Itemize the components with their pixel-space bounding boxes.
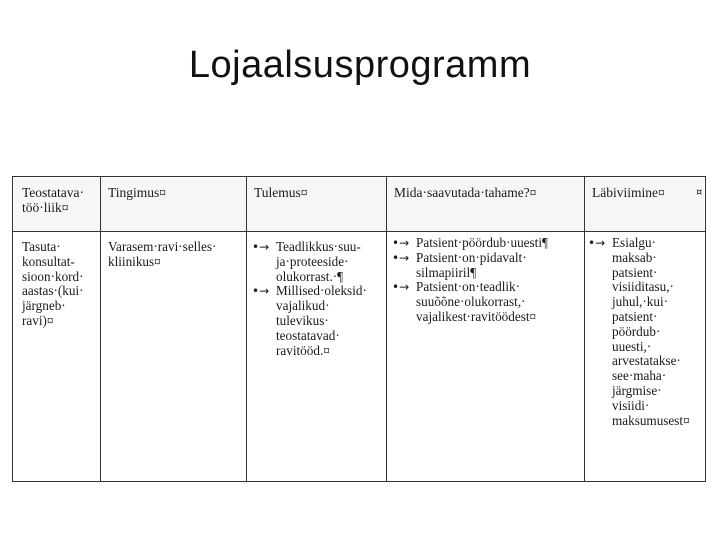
header-bottom-border [12, 231, 706, 232]
bullet-arrow-icon: •→ [252, 240, 270, 254]
col-divider-0 [12, 176, 13, 482]
col-divider-1 [100, 176, 101, 482]
col-divider-5 [705, 176, 706, 482]
body-cell-result [252, 240, 367, 358]
header-cell-work-type: Teostatava· töö·liik¤ [22, 185, 85, 215]
row-end-mark: ¤ [696, 187, 703, 198]
bullet-arrow-icon: •→ [252, 284, 270, 299]
table-bottom-border [12, 481, 706, 482]
bullet-arrow-icon: •→ [588, 236, 606, 250]
header-cell-goal: Mida·saavutada·tahame?¤ [394, 185, 537, 200]
table-top-border [12, 176, 706, 177]
list-item: •→ Teadlikkus·suu- ja·proteeside· olukorrast.·¶ [252, 239, 361, 284]
body-cell-work-type: Tasuta· konsultat- sioon·kord· aastas·(kui· järgneb· ravi)¤ [22, 239, 84, 328]
list-item: •→ Esialgu· maksab· patsient· visiiditasu,· juhul,·kui· patsient· pöördub· uuesti,· arvestatakse· see·maha· järgmise· visiidi· maksumusest¤ [588, 235, 690, 428]
bullet-arrow-icon: •→ [392, 236, 410, 250]
document-table-image [12, 176, 706, 482]
list-item: •→ Patsient·pöördub·uuesti¶ [392, 235, 548, 250]
body-cell-goal [392, 236, 548, 325]
bullet-arrow-icon: •→ [392, 280, 410, 295]
list-item: •→ Patsient·on·teadlik· suuõõne·olukorrast,· vajalikest·ravitöödest¤ [392, 279, 537, 324]
bullet-arrow-icon: •→ [392, 250, 410, 265]
col-divider-2 [246, 176, 247, 482]
body-cell-condition: Varasem·ravi·selles· kliinikus¤ [108, 239, 217, 269]
header-cell-implementation: Läbiviimine¤ [592, 185, 665, 200]
slide-title: Lojaalsusprogramm [188, 44, 532, 86]
col-divider-4 [584, 176, 585, 482]
list-item: •→ Millised·oleksid· vajalikud· tulevikus· teostatavad· ravitööd.¤ [252, 283, 367, 358]
col-divider-3 [386, 176, 387, 482]
header-cell-result: Tulemus¤ [254, 185, 308, 200]
body-cell-implementation [588, 236, 690, 428]
header-cell-condition: Tingimus¤ [108, 185, 167, 200]
list-item: •→ Patsient·on·pidavalt· silmapiiril¶ [392, 249, 527, 280]
